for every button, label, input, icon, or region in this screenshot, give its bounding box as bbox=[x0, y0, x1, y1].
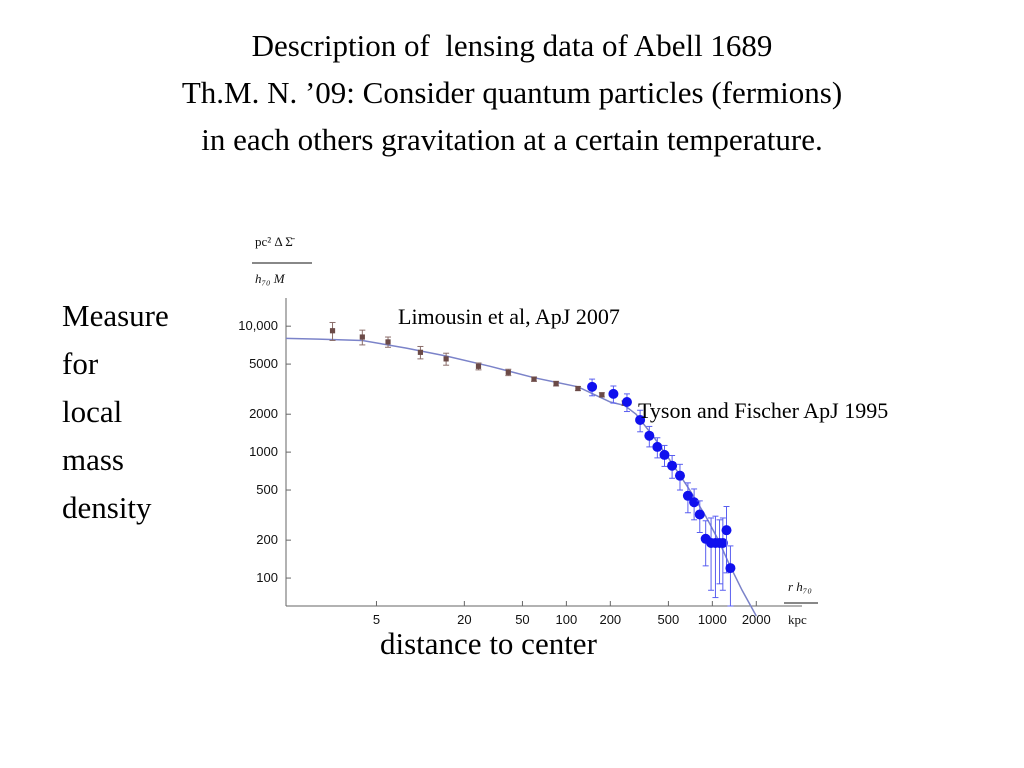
data-point bbox=[531, 376, 536, 381]
annotation-tyson: Tyson and Fischer ApJ 1995 bbox=[638, 398, 889, 423]
data-point bbox=[644, 431, 654, 441]
data-point bbox=[575, 386, 580, 391]
side-label-line-1: Measure bbox=[62, 298, 169, 333]
x-tick-label: 20 bbox=[457, 612, 472, 627]
data-point bbox=[385, 339, 390, 344]
data-points-group bbox=[330, 322, 736, 606]
y-tick-label: 500 bbox=[256, 482, 278, 498]
data-point bbox=[695, 509, 705, 519]
x-tick-label: 200 bbox=[599, 612, 622, 627]
y-tick-label: 5000 bbox=[249, 356, 278, 372]
x-tick-label: 2000 bbox=[741, 612, 771, 627]
x-axis-label-bottom: kpc bbox=[788, 612, 807, 627]
title-line-1: Description of lensing data of Abell 1689 bbox=[251, 28, 773, 63]
data-point bbox=[444, 356, 449, 361]
y-axis-label-bottom: h₇₀ M bbox=[255, 271, 285, 286]
data-point bbox=[659, 450, 669, 460]
y-tick-label: 1000 bbox=[249, 444, 278, 460]
x-tick-label: 5 bbox=[372, 612, 381, 627]
data-point bbox=[722, 525, 732, 535]
data-point bbox=[587, 382, 597, 392]
annotation-limousin: Limousin et al, ApJ 2007 bbox=[398, 304, 620, 329]
data-point bbox=[652, 442, 662, 452]
side-label-line-3: local bbox=[62, 394, 123, 429]
title-line-3: in each others gravitation at a certain temperature. bbox=[201, 122, 823, 157]
side-label-line-2: for bbox=[62, 346, 99, 381]
data-point bbox=[667, 461, 677, 471]
y-tick-label: 100 bbox=[256, 570, 278, 586]
series-limousin bbox=[330, 322, 628, 405]
plot-axes bbox=[238, 298, 802, 627]
fit-curve bbox=[286, 338, 756, 616]
data-point bbox=[476, 364, 481, 369]
data-point bbox=[418, 350, 423, 355]
data-point bbox=[553, 381, 558, 386]
data-point bbox=[725, 563, 735, 573]
data-point bbox=[689, 497, 699, 507]
x-caption: distance to center bbox=[380, 626, 597, 661]
y-tick-label: 10,000 bbox=[238, 318, 278, 334]
x-tick-label: 500 bbox=[657, 612, 680, 627]
data-point bbox=[675, 471, 685, 481]
y-tick-label: 200 bbox=[256, 532, 278, 548]
x-axis-label-top: r h₇₀ bbox=[788, 579, 812, 594]
data-point bbox=[608, 389, 618, 399]
side-label-line-4: mass bbox=[62, 442, 124, 477]
data-point bbox=[360, 334, 365, 339]
x-tick-label: 100 bbox=[555, 612, 578, 627]
side-label-line-5: density bbox=[62, 490, 152, 525]
fit-curve-group bbox=[286, 338, 756, 616]
data-point bbox=[599, 392, 604, 397]
x-tick-label: 1000 bbox=[697, 612, 727, 627]
data-point bbox=[330, 328, 335, 333]
data-point bbox=[506, 370, 511, 375]
y-axis-label-top: pc² Δ Σ̄ bbox=[255, 234, 293, 249]
data-point bbox=[622, 397, 632, 407]
x-tick-label: 50 bbox=[515, 612, 530, 627]
y-tick-label: 2000 bbox=[249, 406, 278, 422]
title-line-2: Th.M. N. ’09: Consider quantum particles (fermions) bbox=[181, 75, 843, 110]
